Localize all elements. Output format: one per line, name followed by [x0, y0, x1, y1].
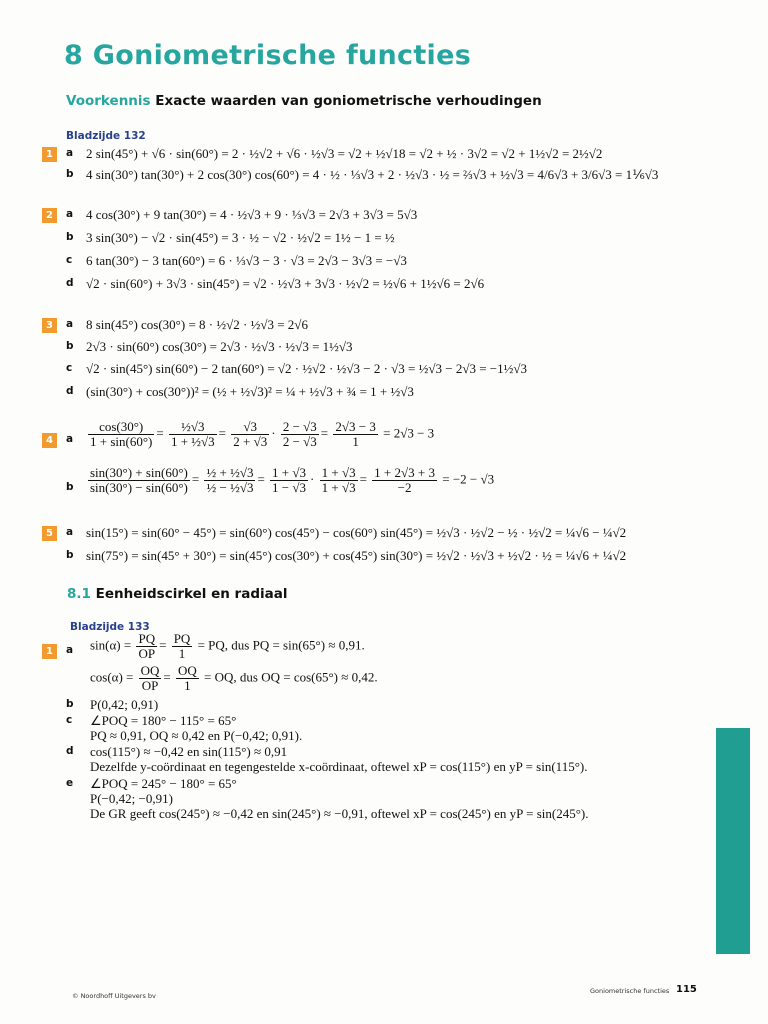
- q1-b-solution: 4 sin(30°) tan(30°) + 2 cos(30°) cos(60°) = 4 · ½ · ⅓√3 + 2 · ½√3 · ½ = ⅔√3 + ½√3 = 4/6√3 + 3/6√3 = 1⅙√3: [86, 167, 659, 182]
- part-label-e: e: [66, 777, 74, 789]
- part-label-a: a: [66, 208, 74, 220]
- part-label-d: d: [66, 385, 74, 397]
- section-heading: [66, 93, 542, 109]
- part-label-a: a: [66, 644, 74, 656]
- part-label-a: a: [66, 147, 74, 159]
- subsection-number: 8.1: [67, 586, 91, 602]
- copyright-notice: © Noordhoff Uitgevers bv: [72, 992, 156, 1000]
- q2-d-solution: √2 · sin(60°) + 3√3 · sin(45°) = √2 · ½√3 + 3√3 · ½√2 = ½√6 + 1½√6 = 2√6: [86, 276, 485, 291]
- section-label: Voorkennis: [66, 93, 151, 109]
- q81-a-sin-line: sin(α) = $\frac{PQ}{OP}$ = $\frac{PQ}{1}$ = PQ, dus PQ = sin(65°) ≈ 0,91.: [90, 631, 365, 661]
- fraction: $\frac{\sin(30^\circ) + \sin(60^\circ)}{\sin(30^\circ) - \sin(60^\circ)}$: [90, 465, 188, 495]
- q81-c-line-2: PQ ≈ 0,91, OQ ≈ 0,42 en P(−0,42; 0,91).: [90, 728, 303, 743]
- q3-d-solution: (sin(30°) + cos(30°))² = (½ + ½√3)² = ¼ + ½√3 + ¾ = 1 + ½√3: [86, 384, 414, 399]
- q81-a-cos-line: cos(α) = $\frac{OQ}{OP}$ = $\frac{OQ}{1}$ = OQ, dus OQ = cos(65°) ≈ 0,42.: [90, 663, 378, 693]
- running-title: Goniometrische functies: [590, 987, 670, 995]
- fraction: $\frac{2 - √3}{2 - √3}$: [282, 419, 317, 449]
- fraction: $\frac{PQ}{OP}$: [138, 631, 156, 661]
- q81-e-line-1: ∠POQ = 245° − 180° = 65°: [90, 776, 237, 791]
- result: = 2√3 − 3: [383, 425, 435, 441]
- part-label-d: d: [66, 277, 74, 289]
- q2-b-solution: 3 sin(30°) − √2 · sin(45°) = 3 · ½ − √2 · ½√2 = 1½ − 1 = ½: [86, 230, 395, 245]
- fraction: $\frac{1 + 2√3 + 3}{-2}$: [374, 465, 435, 495]
- q2-c-solution: 6 tan(30°) − 3 tan(60°) = 6 · ⅓√3 − 3 · √3 = 2√3 − 3√3 = −√3: [86, 253, 407, 268]
- q81-e-line-2: P(−0,42; −0,91): [90, 791, 173, 806]
- fraction: $\frac{PQ}{1}$: [173, 631, 191, 661]
- part-label-a: a: [66, 318, 74, 330]
- q3-c-solution: √2 · sin(45°) sin(60°) − 2 tan(60°) = √2 · ½√2 · ½√3 − 2 · √3 = ½√3 − 2√3 = −1½√3: [86, 361, 528, 376]
- fraction: $\frac{OQ}{1}$: [178, 663, 197, 693]
- question-number-2: 2: [42, 208, 57, 223]
- q3-a-solution: 8 sin(45°) cos(30°) = 8 · ½√2 · ½√3 = 2√6: [86, 317, 308, 332]
- question-number-5: 5: [42, 526, 57, 541]
- fraction: $\frac{\text{½√3}}{\text{1 + ½√3}}$: [170, 419, 215, 449]
- page-number: 115: [676, 984, 697, 995]
- section-title: Exacte waarden van goniometrische verhoudingen: [155, 93, 542, 109]
- chapter-title: 8 Goniometrische functies: [64, 40, 472, 71]
- part-label-b: b: [66, 549, 74, 561]
- part-label-c: c: [66, 362, 73, 374]
- q1-a-solution: 2 sin(45°) + √6 · sin(60°) = 2 · ½√2 + √6 · ½√3 = √2 + ½√18 = √2 + ½ · 3√2 = √2 + 1½√2 = 2½√2: [86, 146, 603, 161]
- fraction: $\frac{\cos(30^\circ)}{1 + \sin(60^\circ)}$: [90, 419, 153, 449]
- q81-b-solution: P(0,42; 0,91): [90, 697, 159, 712]
- page-reference-132: Bladzijde 132: [66, 130, 146, 142]
- part-label-b: b: [66, 481, 74, 493]
- fraction: $\frac{\text{½ + ½√3}}{\text{½ − ½√3}}$: [206, 465, 254, 495]
- subsection-title: Eenheidscirkel en radiaal: [95, 586, 288, 602]
- q5-a-solution: sin(15°) = sin(60° − 45°) = sin(60°) cos(45°) − cos(60°) sin(45°) = ½√3 · ½√2 − ½ · ½√2 = ¼√6 − ¼√2: [86, 525, 627, 540]
- fraction: $\frac{OQ}{OP}$: [140, 663, 160, 693]
- result: = −2 − √3: [442, 471, 495, 487]
- fraction: $\frac{2√3 - 3}{1}$: [335, 419, 376, 449]
- part-label-d: d: [66, 745, 74, 757]
- fraction: $\frac{√3}{2 + √3}$: [233, 419, 268, 449]
- q5-b-solution: sin(75°) = sin(45° + 30°) = sin(45°) cos(30°) + cos(45°) sin(30°) = ½√2 · ½√3 + ½√2 · ½ = ¼√6 + ¼√2: [86, 548, 627, 563]
- part-label-c: c: [66, 254, 73, 266]
- q3-b-solution: 2√3 · sin(60°) cos(30°) = 2√3 · ½√3 · ½√3 = 1½√3: [86, 339, 353, 354]
- q81-d-line-1: cos(115°) ≈ −0,42 en sin(115°) ≈ 0,91: [90, 744, 288, 759]
- part-label-b: b: [66, 340, 74, 352]
- q4-b-solution: $\frac{\sin(30^\circ) + \sin(60^\circ)}{\sin(30^\circ) - \sin(60^\circ)}$ = $\frac{\text{½ + ½√3}}{\text{½ − ½√3}}$ = $\frac{1 + √3}{1 - √3}$ · $\frac{1 + √3}{1 + √3}$ = $\frac{1 + 2√3 + 3}{-2}$ = −2 − √3: [90, 465, 495, 495]
- q81-c-line-1: ∠POQ = 180° − 115° = 65°: [90, 713, 237, 728]
- part-label-a: a: [66, 433, 74, 445]
- question-number-4: 4: [42, 433, 57, 448]
- part-label-b: b: [66, 168, 74, 180]
- q81-d-line-2: Dezelfde y-coördinaat en tegengestelde x-coördinaat, oftewel xP = cos(115°) en yP = sin(115°).: [90, 759, 588, 774]
- fraction: $\frac{1 + √3}{1 + √3}$: [321, 465, 356, 495]
- q4-a-solution: $\frac{\cos(30^\circ)}{1 + \sin(60^\circ)}$ = $\frac{\text{½√3}}{\text{1 + ½√3}}$ = $\frac{√3}{2 + √3}$ · $\frac{2 - √3}{2 - √3}$ = $\frac{2√3 - 3}{1}$ = 2√3 − 3: [90, 419, 435, 449]
- question-number-1: 1: [42, 644, 57, 659]
- part-label-b: b: [66, 231, 74, 243]
- question-number-3: 3: [42, 318, 57, 333]
- fraction: $\frac{1 + √3}{1 - √3}$: [272, 465, 307, 495]
- q81-e-line-3: De GR geeft cos(245°) ≈ −0,42 en sin(245°) ≈ −0,91, oftewel xP = cos(245°) en yP = sin(245°).: [90, 806, 589, 821]
- page-reference-133: Bladzijde 133: [70, 621, 150, 633]
- question-number-1: 1: [42, 147, 57, 162]
- part-label-c: c: [66, 714, 73, 726]
- q2-a-solution: 4 cos(30°) + 9 tan(30°) = 4 · ½√3 + 9 · ⅓√3 = 2√3 + 3√3 = 5√3: [86, 207, 418, 222]
- part-label-a: a: [66, 526, 74, 538]
- chapter-side-tab: [716, 728, 750, 954]
- subsection-heading: [67, 586, 287, 602]
- part-label-b: b: [66, 698, 74, 710]
